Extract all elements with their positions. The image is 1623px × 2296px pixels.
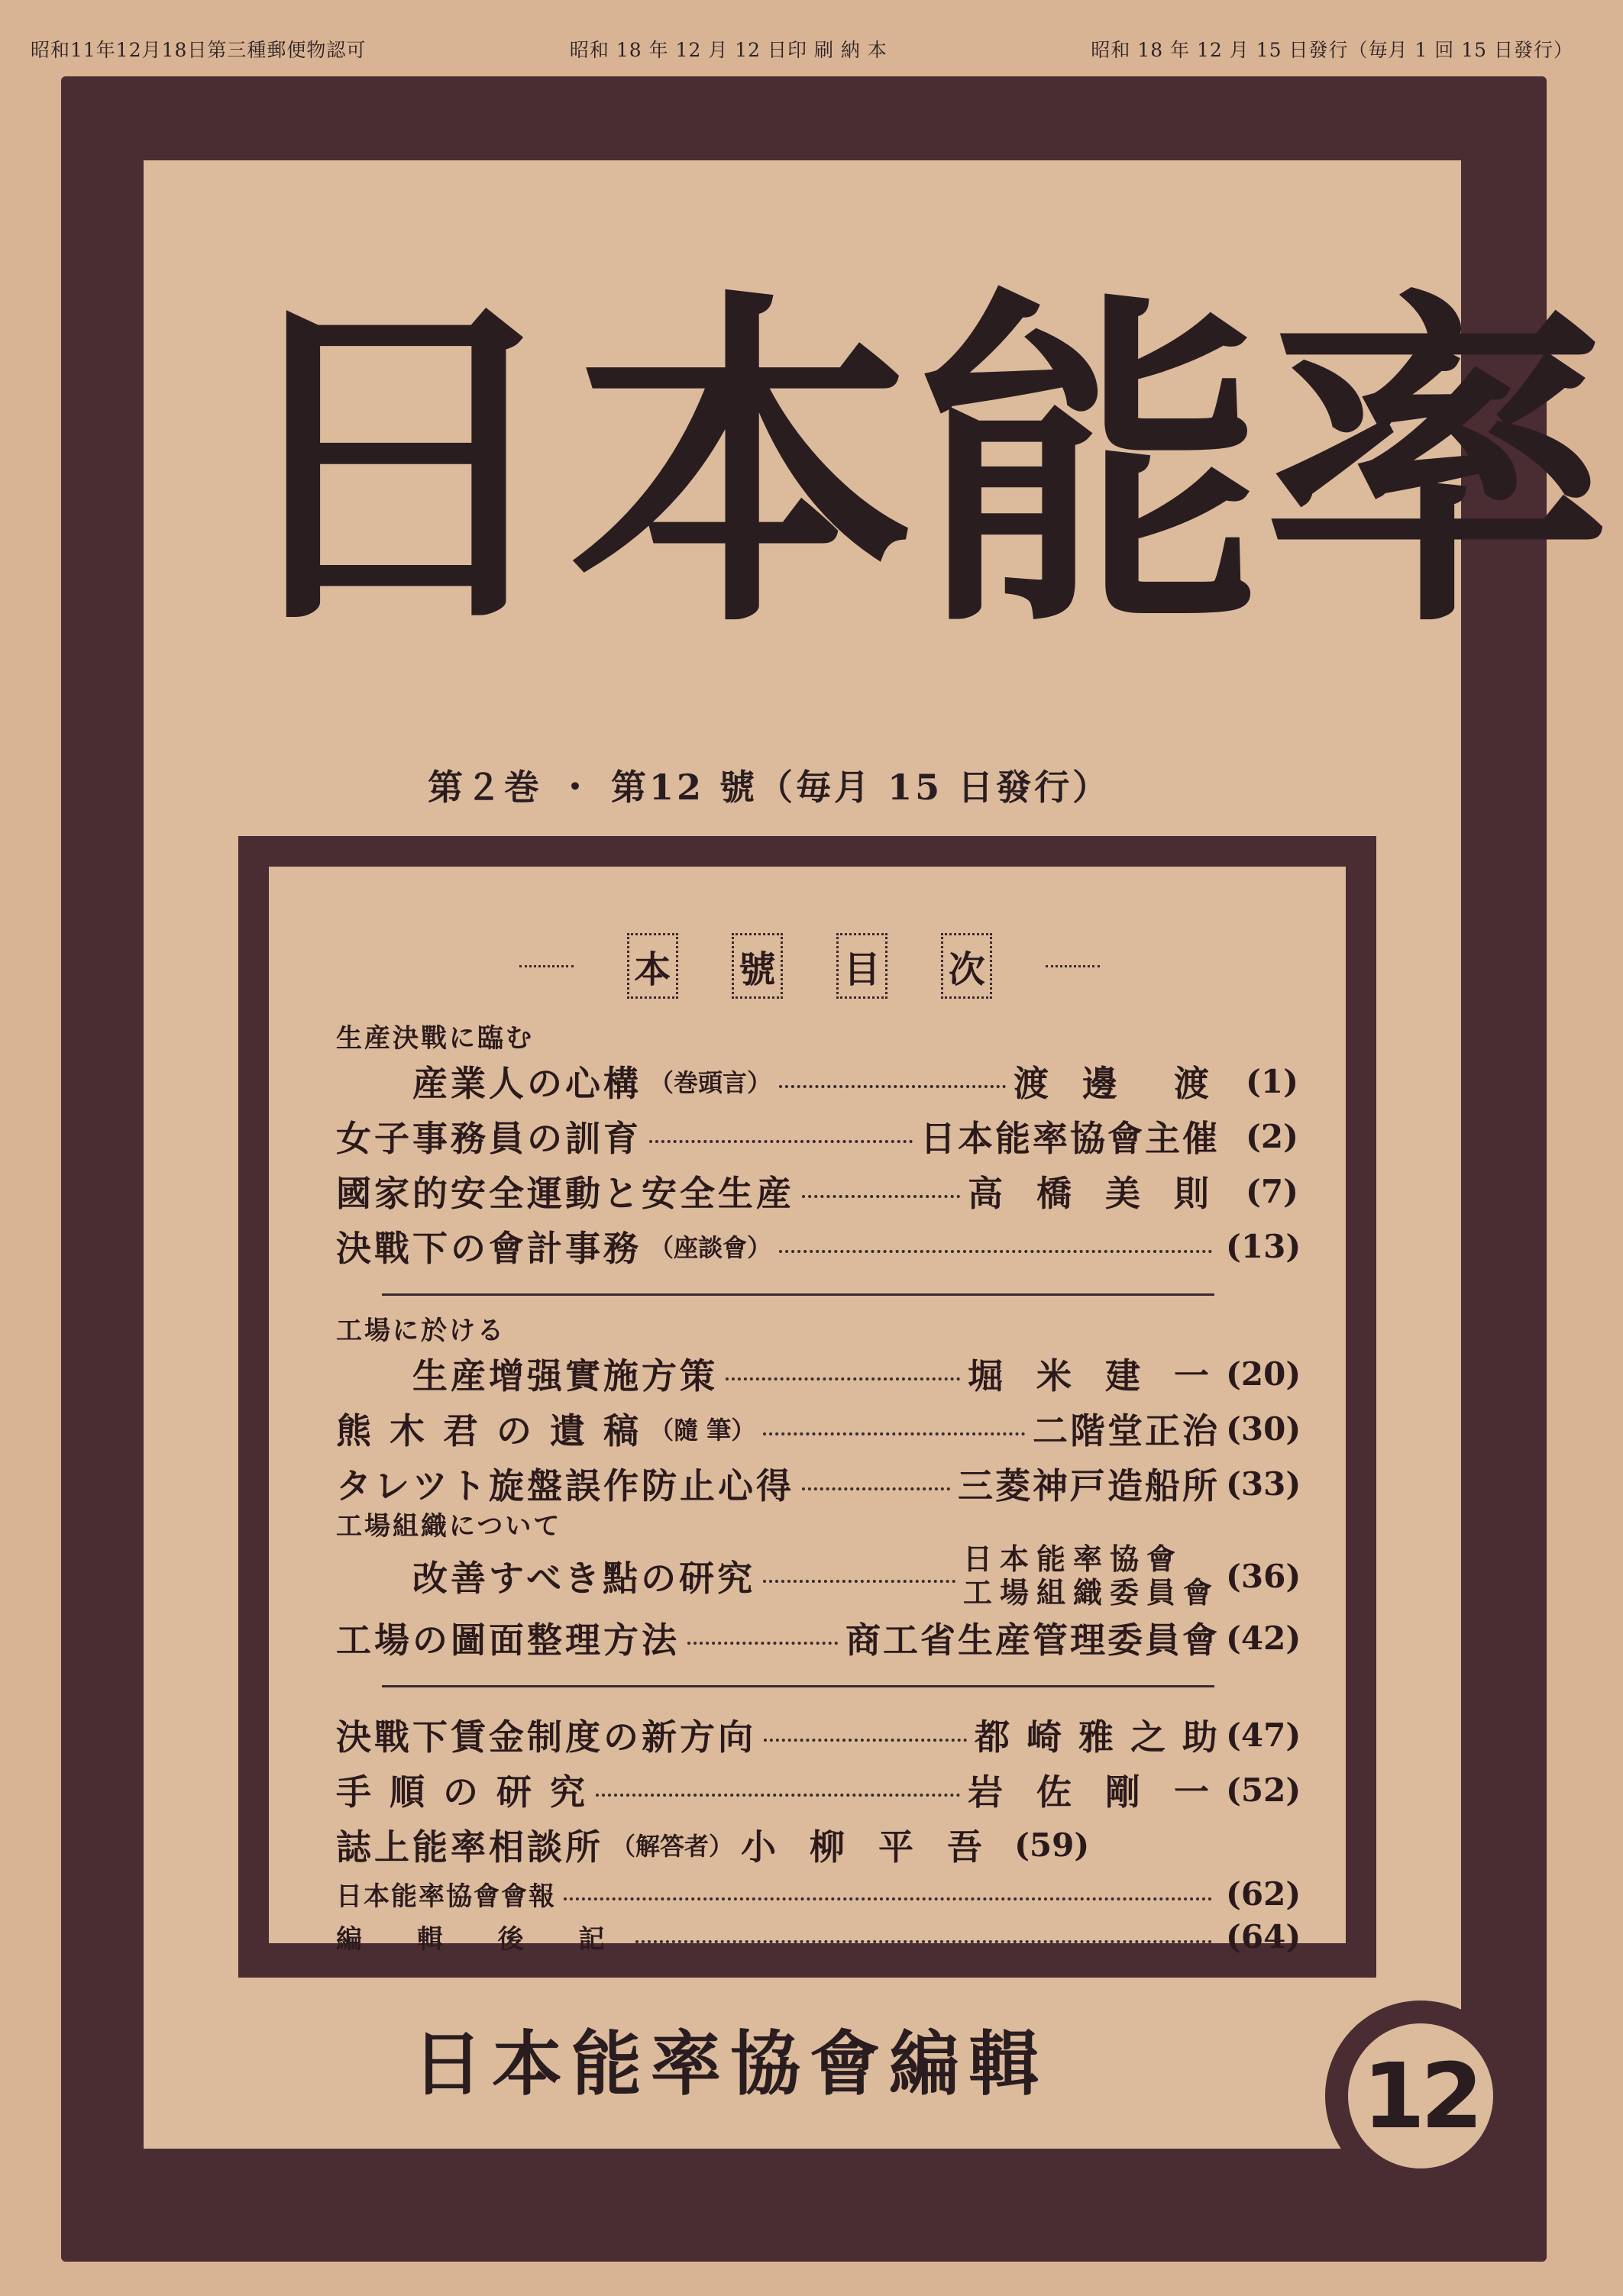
entry-page: (62)	[1226, 1875, 1301, 1913]
title-char-2: 本	[569, 266, 917, 670]
leader-dots	[649, 1140, 913, 1143]
toc-list	[336, 1023, 1301, 1958]
leader-dots	[687, 1642, 838, 1645]
leader-dots	[802, 1195, 960, 1198]
entry-title: 女子事務員の訓育	[336, 1118, 642, 1159]
entry-author: 二階堂正治	[1033, 1410, 1220, 1452]
entry-author: 小 柳 平 吾	[741, 1826, 994, 1868]
entry-page: (7)	[1246, 1172, 1298, 1210]
toc-entry	[336, 1817, 1298, 1872]
print-date: 昭和 18 年 12 月 12 日印 刷 納 本	[569, 39, 887, 61]
toc-entry	[336, 1164, 1298, 1219]
heading-char-3: 目	[836, 933, 887, 999]
entry-page: (1)	[1246, 1062, 1298, 1100]
toc-entry	[336, 1707, 1301, 1762]
entry-note: （解答者）	[611, 1832, 734, 1861]
entry-title: 工場の圖面整理方法	[336, 1619, 680, 1661]
entry-page: (64)	[1226, 1917, 1301, 1955]
toc-entry	[336, 1219, 1301, 1274]
entry-page: (13)	[1226, 1227, 1301, 1265]
leader-dots	[779, 1250, 1212, 1253]
entry-title: 誌上能率相談所	[336, 1826, 603, 1868]
toc-entry	[336, 1023, 1298, 1109]
entry-page: (47)	[1226, 1716, 1301, 1754]
entry-title: 編 輯 後 記	[336, 1923, 628, 1955]
heading-char-4: 次	[941, 933, 992, 999]
magazine-title	[221, 218, 1612, 718]
entry-title: 産業人の心構	[412, 1063, 642, 1104]
toc-entry	[336, 1401, 1301, 1456]
entry-page: (30)	[1226, 1410, 1301, 1448]
heading-rule-right	[1046, 965, 1100, 967]
title-char-4: 率	[1264, 266, 1612, 670]
entry-page: (36)	[1226, 1557, 1301, 1595]
entry-page: (59)	[1014, 1826, 1090, 1864]
entry-kicker: 生産決戰に臨む	[336, 1023, 534, 1054]
entry-note: （座談會）	[649, 1233, 772, 1262]
leader-dots	[764, 1739, 967, 1742]
entry-note: （隨 筆）	[649, 1416, 756, 1445]
issue-date: 昭和 18 年 12 月 15 日發行（毎月 1 回 15 日發行）	[1091, 39, 1573, 61]
entry-author: 高 橋 美 則	[967, 1173, 1220, 1214]
entry-author-block	[963, 1542, 1220, 1610]
entry-title: タレツト旋盤誤作防止心得	[336, 1465, 794, 1506]
toc-entry	[336, 1762, 1301, 1817]
toc-entry	[336, 1872, 1301, 1915]
entry-title: 手 順 の 研 究	[336, 1771, 589, 1813]
heading-char-2: 號	[732, 933, 783, 999]
entry-title: 國家的安全運動と安全生産	[336, 1173, 794, 1214]
volume-issue-line: 第２巻 ・ 第12 號（毎月 15 日發行）	[428, 767, 1111, 808]
entry-title: 日本能率協會會報	[336, 1881, 556, 1912]
entry-title: 決戰下の會計事務	[336, 1228, 642, 1269]
section-divider	[382, 1685, 1214, 1687]
toc-entry	[336, 1511, 1301, 1610]
toc-heading	[519, 932, 1100, 1000]
entry-page: (52)	[1226, 1771, 1301, 1809]
entry-page: (33)	[1226, 1464, 1301, 1503]
toc-entry	[336, 1316, 1301, 1401]
entry-author: 堀 米 建 一	[967, 1355, 1220, 1397]
entry-kicker: 工場組織について	[336, 1511, 562, 1542]
entry-author-line2: 工場組織委員會	[962, 1575, 1220, 1610]
entry-author: 日本能率協會主催	[920, 1118, 1220, 1159]
leader-dots	[802, 1487, 950, 1490]
entry-page: (2)	[1246, 1117, 1298, 1155]
toc-entry	[336, 1456, 1301, 1511]
leader-dots	[763, 1432, 1025, 1435]
entry-title: 改善すべき點の研究	[412, 1558, 756, 1599]
publication-notice-line	[31, 35, 1573, 63]
publisher-credit: 日本能率協會編輯	[412, 2023, 1049, 2105]
section-divider	[382, 1293, 1214, 1296]
leader-dots	[726, 1377, 960, 1381]
entry-author: 岩 佐 剛 一	[967, 1771, 1220, 1813]
heading-rule-left	[519, 965, 574, 967]
leader-dots	[596, 1794, 960, 1797]
toc-entry	[336, 1610, 1301, 1665]
title-char-1: 日	[221, 266, 569, 670]
entry-title: 生産增强實施方策	[412, 1355, 718, 1397]
entry-title: 熊 木 君 の 遺 稿	[336, 1410, 642, 1452]
entry-author: 三菱神戸造船所	[958, 1465, 1220, 1506]
entry-author: 商工省生産管理委員會	[845, 1619, 1220, 1661]
heading-char-1: 本	[627, 933, 678, 999]
entry-author-line1: 日本能率協會	[962, 1542, 1183, 1576]
title-char-3: 能	[917, 266, 1264, 670]
entry-note: （巻頭言）	[649, 1068, 772, 1097]
leader-dots	[635, 1940, 1212, 1943]
leader-dots	[763, 1580, 955, 1583]
entry-page: (42)	[1226, 1619, 1301, 1657]
entry-page: (20)	[1226, 1355, 1301, 1393]
toc-entry	[336, 1109, 1298, 1164]
issue-number-badge: 12	[1348, 2023, 1493, 2168]
entry-author: 渡 邊 渡	[1013, 1063, 1220, 1104]
entry-author: 都 崎 雅 之 助	[974, 1716, 1220, 1758]
entry-kicker: 工場に於ける	[336, 1316, 506, 1346]
toc-entry	[336, 1915, 1301, 1958]
entry-title: 決戰下賃金制度の新方向	[336, 1716, 756, 1758]
postal-notice: 昭和11年12月18日第三種郵便物認可	[31, 39, 367, 61]
leader-dots	[779, 1085, 1006, 1088]
leader-dots	[564, 1897, 1212, 1900]
